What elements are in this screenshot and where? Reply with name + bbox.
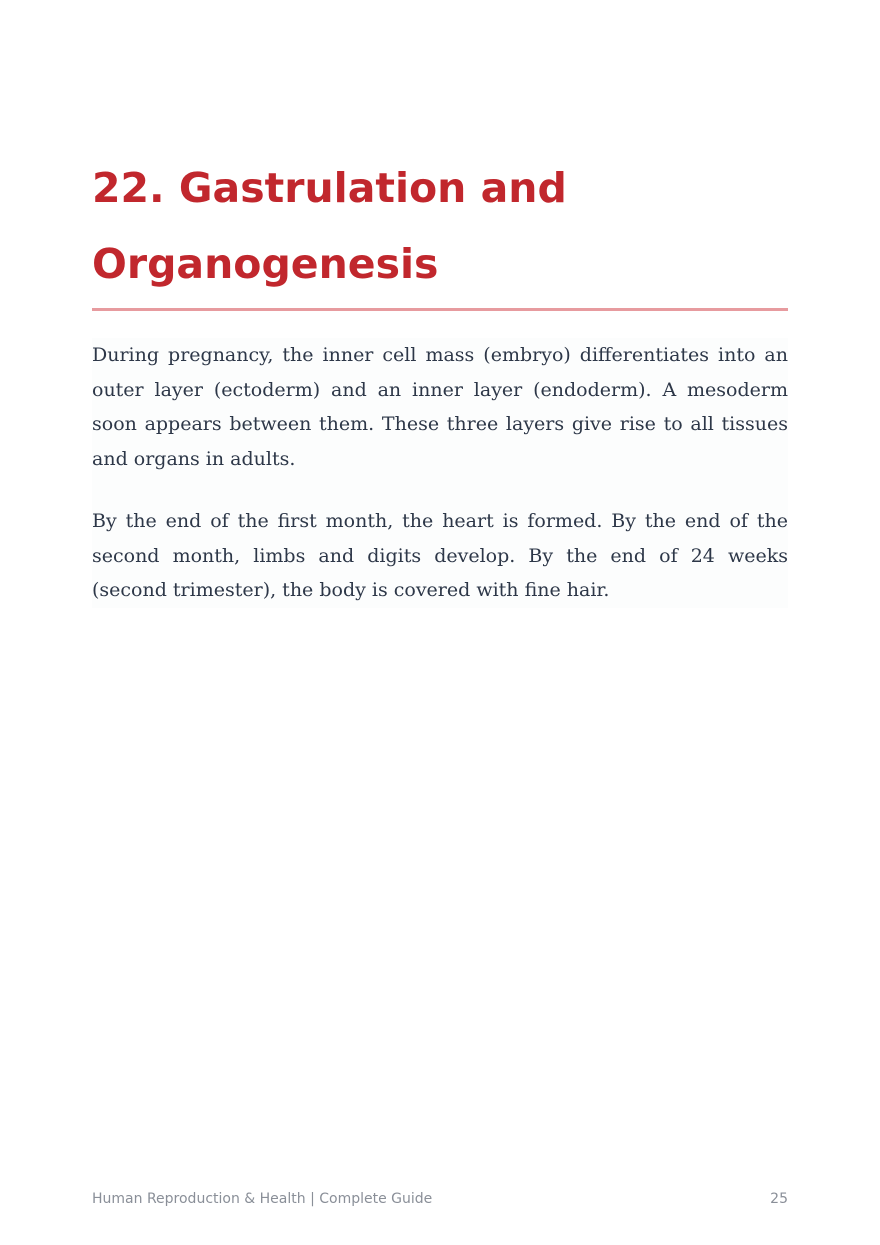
paragraph-gastrulation: During pregnancy, the inner cell mass (embryo) differentiates into an outer layer (ectoderm) and an inner layer (endoderm). A mesoderm soon appears between them. These three layers give rise to all tissues and organs in adults. bbox=[92, 344, 788, 470]
page-footer bbox=[92, 1188, 788, 1210]
footer-guide-title: Human Reproduction & Health | Complete Guide bbox=[92, 1191, 433, 1207]
page-title: 22. Gastrulation and Organogenesis bbox=[92, 164, 567, 288]
title-divider bbox=[92, 308, 788, 311]
body-text-block bbox=[92, 338, 788, 608]
paragraph-organogenesis: By the end of the first month, the heart is formed. By the end of the second month, limbs and digits develop. By the end of 24 weeks (second trimester), the body is covered with fine hair. bbox=[92, 510, 788, 601]
page-number: 25 bbox=[770, 1191, 788, 1207]
